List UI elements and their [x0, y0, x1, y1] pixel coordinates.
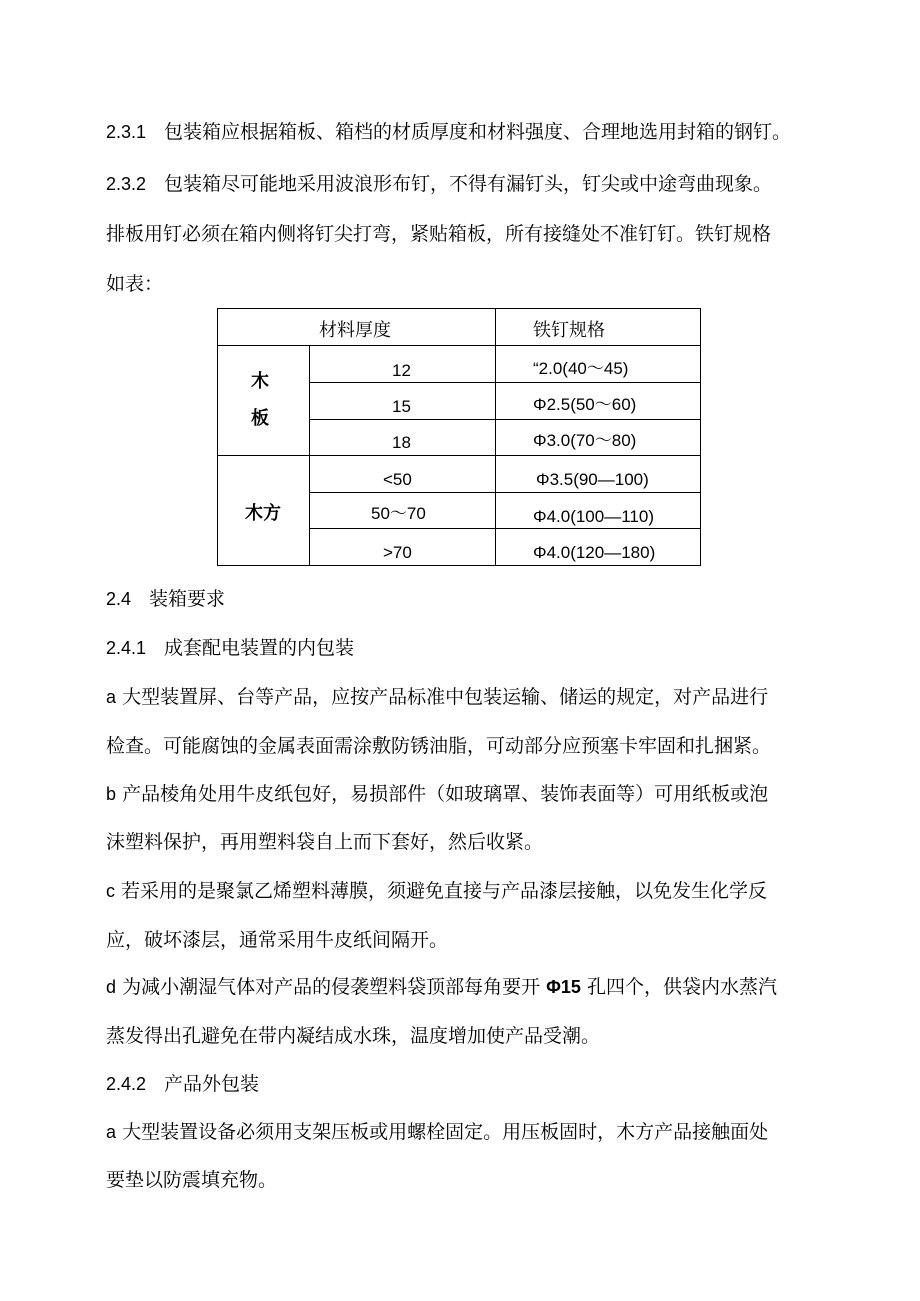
item-letter: a: [106, 1122, 117, 1142]
paragraph-2-3-2: [106, 172, 772, 196]
section-number: 2.3.1: [106, 122, 147, 142]
header-spec: 铁钉规格: [533, 320, 605, 341]
item-text: 若采用的是聚氯乙烯塑料薄膜，须避免直接与产品漆层接触，以免发生化学反: [121, 880, 768, 902]
paragraph-continuation: 如表：: [106, 273, 164, 295]
section-2-4-1: [106, 636, 354, 660]
section-number: 2.4.2: [106, 1074, 147, 1094]
item-letter: c: [106, 881, 115, 901]
nail-spec-table: [217, 308, 701, 566]
paragraph-text: 包装箱尽可能地采用波浪形布钉，不得有漏钉头，钉尖或中途弯曲现象。: [164, 173, 773, 195]
item-letter: d: [106, 977, 117, 997]
item-text: 产品棱角处用牛皮纸包好，易损部件（如玻璃罩、装饰表面等）可用纸板或泡: [122, 783, 769, 805]
group-label-wood-board-1: 木: [251, 371, 269, 392]
thickness-cell: 50～70: [371, 504, 426, 523]
spec-cell: Φ3.5(90—100): [536, 470, 649, 489]
item-b-line-2: 沫塑料保护，再用塑料袋自上而下套好，然后收紧。: [106, 831, 544, 853]
item-text: 大型装置设备必须用支架压板或用螺栓固定。用压板固时，木方产品接触面处: [122, 1121, 769, 1143]
paragraph-2-3-1: [106, 120, 791, 144]
item-a2-line-2: 要垫以防震填充物。: [106, 1169, 278, 1191]
thickness-cell: 15: [392, 397, 411, 416]
paragraph-continuation: 排板用钉必须在箱内侧将钉尖打弯，紧贴箱板，所有接缝处不准钉钉。铁钉规格: [106, 223, 772, 245]
section-title: 成套配电装置的内包装: [164, 637, 355, 659]
item-text: 大型装置屏、台等产品，应按产品标准中包装运输、储运的规定，对产品进行: [122, 686, 769, 708]
section-2-4: [106, 587, 225, 611]
item-c-line-2: 应，破坏漆层，通常采用牛皮纸间隔开。: [106, 929, 449, 951]
item-text: 孔四个，供袋内水蒸汽: [586, 976, 777, 998]
section-2-4-2: [106, 1072, 259, 1096]
section-number: 2.4: [106, 589, 132, 609]
spec-cell: Φ3.0(70～80): [533, 431, 637, 450]
paragraph-text: 包装箱应根据箱板、箱档的材质厚度和材料强度、合理地选用封箱的钢钉。: [164, 121, 792, 143]
thickness-cell: <50: [383, 470, 412, 489]
section-title: 产品外包装: [164, 1073, 260, 1095]
item-b-line-1: [106, 782, 768, 806]
spec-cell: Φ4.0(120—180): [533, 543, 656, 562]
section-title: 装箱要求: [149, 588, 226, 610]
spec-cell: Φ4.0(100—110): [533, 507, 654, 526]
thickness-cell: 12: [392, 361, 411, 380]
item-d-line-2: 蒸发得出孔避免在带内凝结成水珠，温度增加使产品受潮。: [106, 1025, 601, 1047]
item-letter: a: [106, 687, 117, 707]
item-a2-line-1: [106, 1120, 768, 1144]
section-number: 2.3.2: [106, 174, 147, 194]
spec-cell: “2.0(40～45): [533, 359, 629, 378]
item-text: 为减小潮湿气体对产品的侵袭塑料袋顶部每角要开: [122, 976, 541, 998]
item-a-line-1: [106, 685, 768, 709]
thickness-cell: 18: [392, 433, 411, 452]
group-label-wood-beam: 木方: [245, 503, 281, 524]
hole-spec: Φ15: [546, 977, 581, 997]
thickness-cell: >70: [383, 543, 412, 562]
group-label-wood-board-2: 板: [251, 408, 269, 429]
item-c-line-1: [106, 879, 767, 903]
spec-cell: Φ2.5(50～60): [533, 395, 637, 414]
header-thickness: 材料厚度: [319, 320, 391, 341]
item-d-line-1: [106, 975, 777, 999]
section-number: 2.4.1: [106, 638, 147, 658]
item-a-line-2: 检查。可能腐蚀的金属表面需涂敷防锈油脂，可动部分应预塞卡牢固和扎捆紧。: [106, 735, 772, 757]
item-letter: b: [106, 784, 117, 804]
